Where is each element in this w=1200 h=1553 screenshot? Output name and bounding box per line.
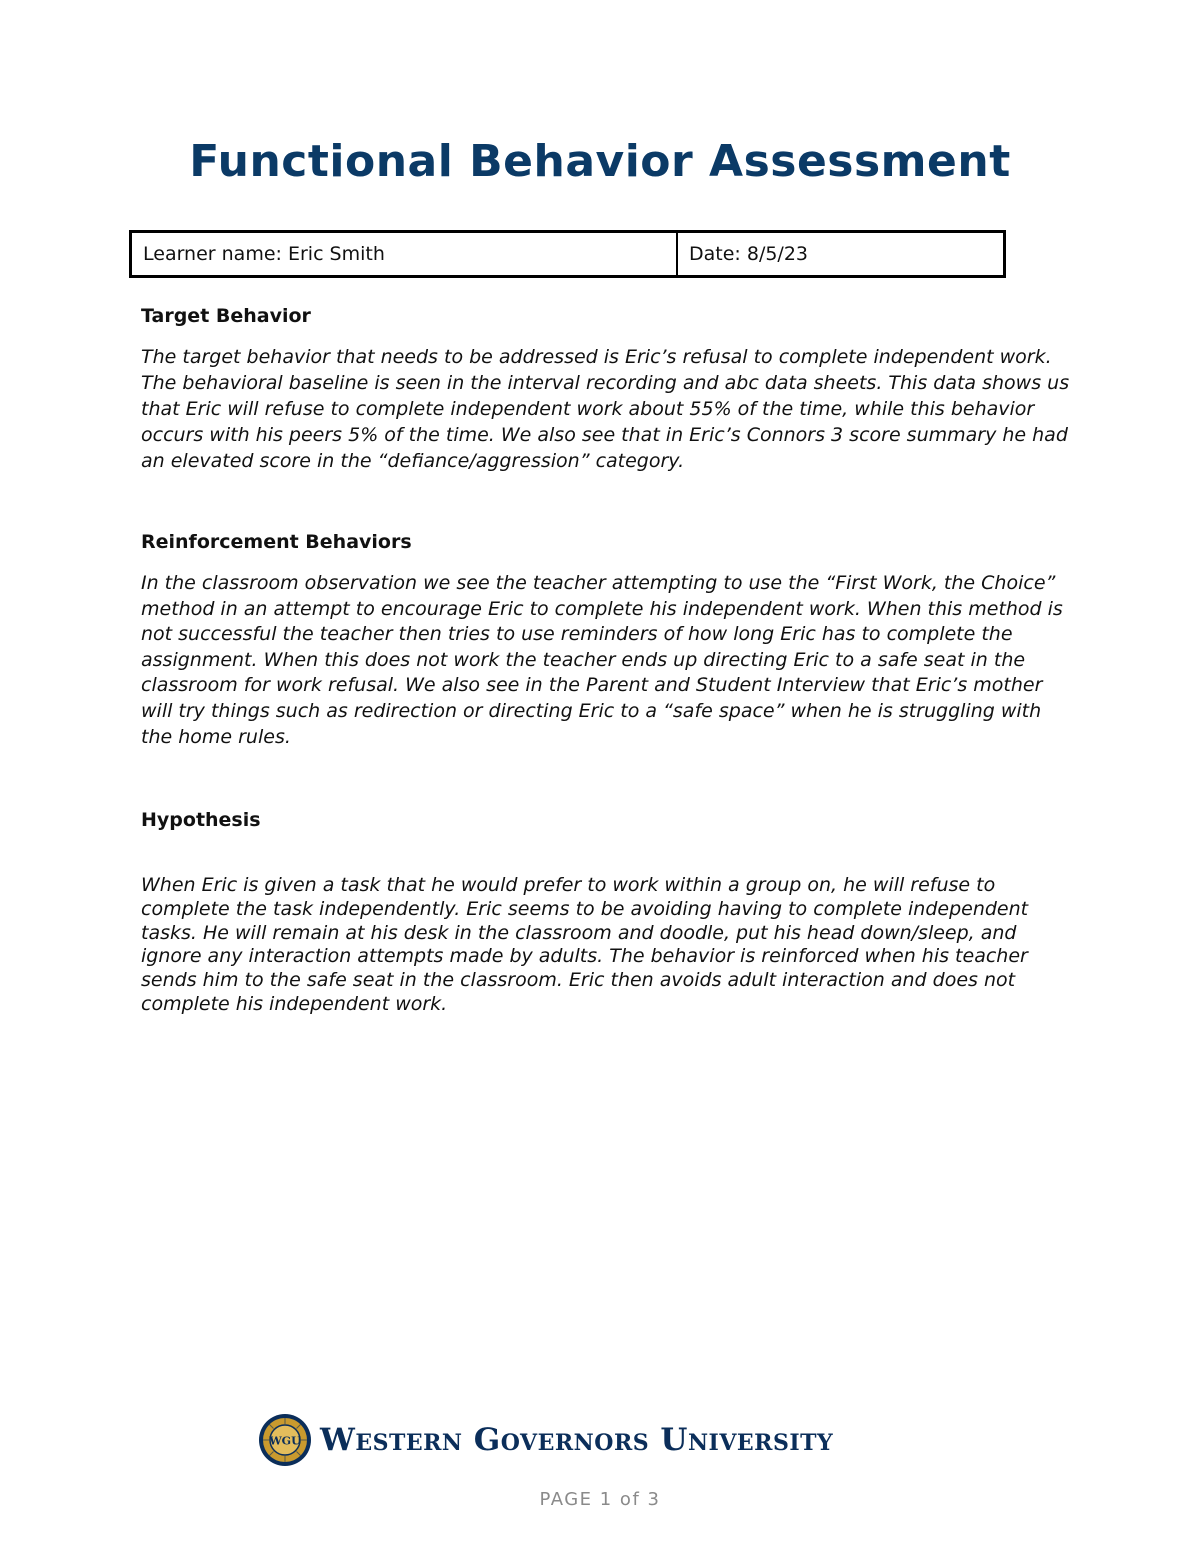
learner-info-table bbox=[129, 230, 1006, 278]
target-behavior-heading: Target Behavior bbox=[141, 305, 311, 327]
learner-name-cell: Learner name: Eric Smith bbox=[132, 233, 678, 275]
reinforcement-behaviors-text: In the classroom observation we see the teacher attempting to use the “First Work, the Choice” method in an attempt to encourage Eric to complete his independent work. When this method is not successful the teacher then tries to use reminders of how long Eric has to complete the assignment. When this does not work the teacher ends up directing Eric to a safe seat in the classroom for work refusal. We also see in the Parent and Student Interview that Eric’s mother will try things such as redirection or directing Eric to a “safe space” when he is struggling with the home rules. bbox=[141, 572, 1063, 748]
date-cell: Date: 8/5/23 bbox=[689, 243, 809, 265]
page-number: PAGE 1 of 3 bbox=[539, 1489, 661, 1510]
document-title: Functional Behavior Assessment bbox=[189, 136, 1011, 187]
target-behavior-text: The target behavior that needs to be addressed is Eric’s refusal to complete independent work. The behavioral baseline is seen in the interval recording and abc data sheets. This data shows us that Eric will refuse to complete independent work about 55% of the time, while this behavior occurs with his peers 5% of the time. We also see that in Eric’s Connors 3 score summary he had an elevated score in the “defiance/aggression” category. bbox=[141, 346, 1070, 472]
hypothesis-heading: Hypothesis bbox=[141, 809, 261, 831]
university-logo bbox=[258, 1412, 833, 1468]
reinforcement-behaviors-heading: Reinforcement Behaviors bbox=[141, 531, 412, 553]
hypothesis-text: When Eric is given a task that he would prefer to work within a group on, he will refuse to complete the task independently. Eric seems to be avoiding having to complete independent tasks. He will remain at his desk in the classroom and doodle, put his head down/sleep, and ignore any interaction attempts made by adults. The behavior is reinforced when his teacher sends him to the safe seat in the classroom. Eric then avoids adult interaction and does not complete his independent work. bbox=[141, 874, 1029, 1015]
university-name: Western Governors University bbox=[320, 1422, 834, 1458]
seal-initials: WGU bbox=[269, 1434, 301, 1448]
university-seal-icon bbox=[258, 1413, 312, 1467]
